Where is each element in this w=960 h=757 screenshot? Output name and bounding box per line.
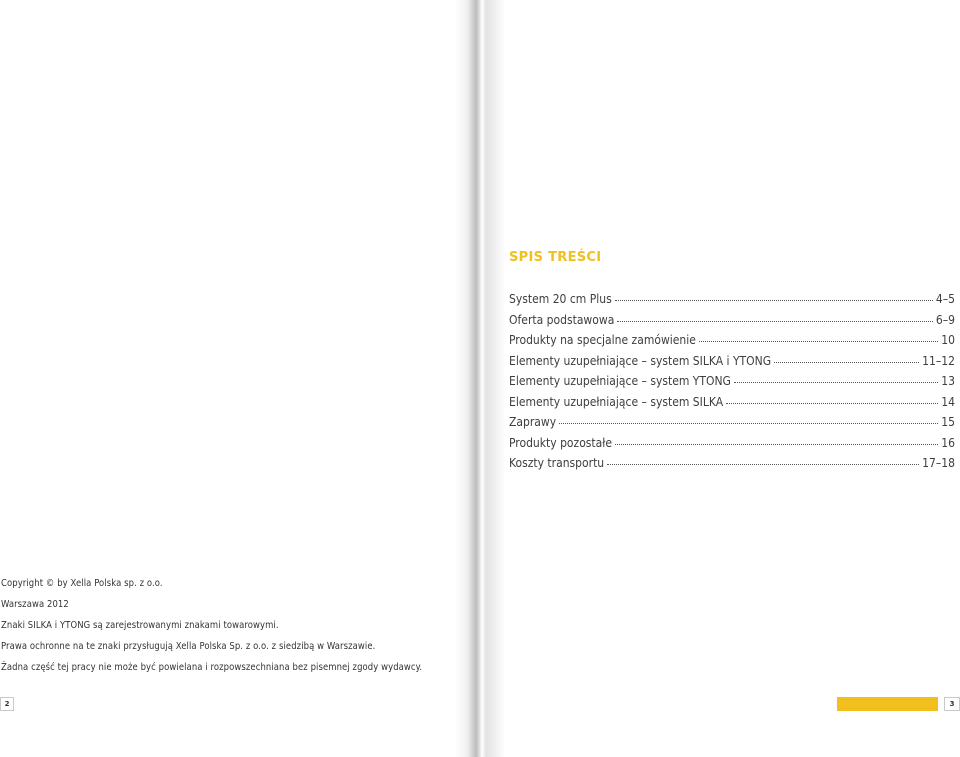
toc-item[interactable] xyxy=(509,313,954,334)
toc-item-label: Elementy uzupełniające – system YTONG xyxy=(509,374,731,388)
publication-place-year: Warszawa 2012 xyxy=(1,599,69,610)
toc-item-page: 11–12 xyxy=(922,353,955,368)
toc-item[interactable] xyxy=(509,436,954,457)
toc-item-page: 6–9 xyxy=(935,312,955,327)
toc-item[interactable] xyxy=(509,395,954,416)
toc-item[interactable] xyxy=(509,415,954,436)
toc-leader-dots xyxy=(617,320,933,322)
page-number-right: 3 xyxy=(944,697,960,711)
toc-item-label: Produkty pozostałe xyxy=(509,435,612,450)
toc-leader-dots xyxy=(607,463,919,465)
table-of-contents xyxy=(509,292,954,477)
toc-leader-dots xyxy=(615,299,933,301)
toc-leader-dots xyxy=(699,340,938,342)
toc-leader-dots xyxy=(774,361,919,363)
toc-item[interactable] xyxy=(509,374,954,395)
toc-title: SPIS TREŚCI xyxy=(509,250,602,265)
toc-item[interactable] xyxy=(509,292,954,313)
toc-item-page: 14 xyxy=(941,394,955,409)
toc-leader-dots xyxy=(615,443,938,445)
toc-item-page: 16 xyxy=(941,435,955,450)
toc-item-label: Elementy uzupełniające – system SILKA xyxy=(509,394,724,409)
toc-item-label: Koszty transportu xyxy=(509,456,605,470)
toc-item-page: 17–18 xyxy=(922,456,955,470)
toc-leader-dots xyxy=(559,422,938,424)
toc-item-label: Elementy uzupełniające – system SILKA i YTONG xyxy=(509,353,772,368)
page-number-left: 2 xyxy=(0,697,14,711)
toc-item-page: 13 xyxy=(941,374,955,388)
toc-item-label: System 20 cm Plus xyxy=(509,292,612,306)
toc-item-label: Produkty na specjalne zamówienie xyxy=(509,333,696,347)
trademark-notice: Znaki SILKA i YTONG są zarejestrowanymi znakami towarowymi. xyxy=(1,620,279,631)
toc-item[interactable] xyxy=(509,333,954,354)
toc-item-page: 10 xyxy=(941,333,955,347)
copyright-line: Copyright © by Xella Polska sp. z o.o. xyxy=(1,578,163,589)
reproduction-notice: Żadna część tej pracy nie może być powielana i rozpowszechniana bez pisemnej zgody wydawcy. xyxy=(1,662,423,673)
toc-leader-dots xyxy=(734,381,938,383)
toc-item-page: 15 xyxy=(941,415,955,429)
toc-item[interactable] xyxy=(509,456,954,477)
toc-item-page: 4–5 xyxy=(935,292,955,306)
toc-leader-dots xyxy=(726,402,938,404)
toc-item-label: Zaprawy xyxy=(509,415,557,429)
accent-bar xyxy=(837,697,938,711)
copyright-block xyxy=(1,578,471,673)
rights-notice: Prawa ochronne na te znaki przysługują Xella Polska Sp. z o.o. z siedzibą w Warszawie. xyxy=(1,641,376,652)
toc-item-label: Oferta podstawowa xyxy=(509,312,615,327)
toc-item[interactable] xyxy=(509,354,954,375)
